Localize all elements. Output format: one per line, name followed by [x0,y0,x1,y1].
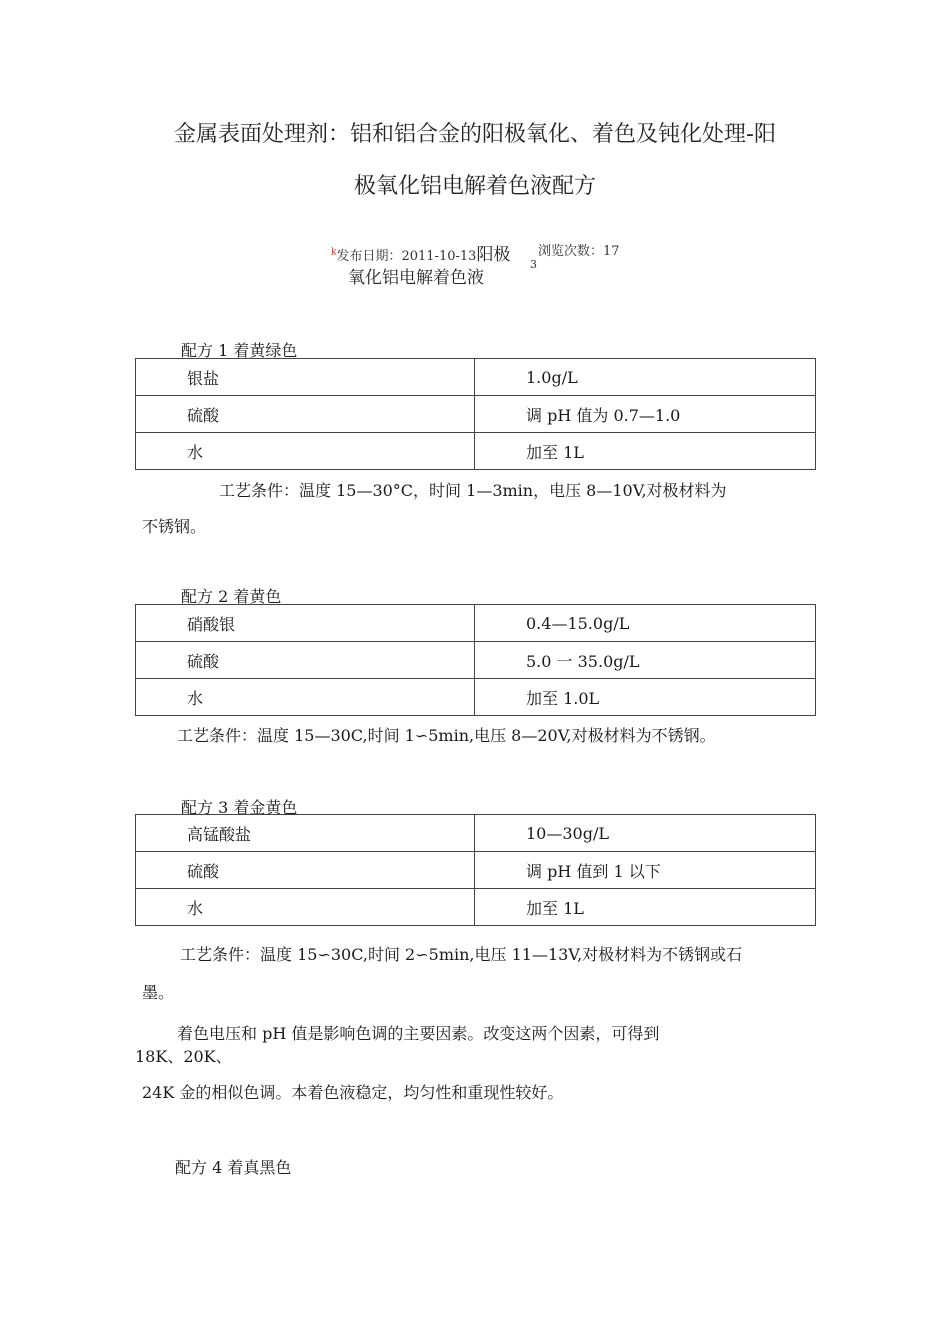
recipe-1-table [135,358,816,470]
table-row [136,889,816,926]
ingredient-amount: 5.0 一 35.0g/L [475,642,816,679]
recipe-3-table [135,814,816,926]
ingredient-amount: 加至 1L [475,433,816,470]
publish-date: 发布日期：2011-10-13 [336,249,477,264]
recipe-2-table [135,604,816,716]
table-row [136,433,816,470]
page-title-line-2: 极氧化铝电解着色液配方 [353,174,596,199]
recipe-4-heading: 配方 4 着真黑色 [175,1158,292,1177]
ingredient-name: 水 [136,679,475,716]
publish-info [331,240,510,265]
recipe-2-process-line-1: 工艺条件：温度 15—30C,时间 1∽5min,电压 8—20V,对极材料为不锈钢。 [177,726,716,745]
recipe-2-heading: 配方 2 着黄色 [181,587,282,606]
ingredient-amount: 加至 1.0L [475,679,816,716]
note-line-1: 着色电压和 pH 值是影响色调的主要因素。改变这两个因素，可得到 [177,1024,660,1043]
ingredient-amount: 加至 1L [475,889,816,926]
ingredient-amount: 调 pH 值为 0.7—1.0 [475,396,816,433]
table-row [136,396,816,433]
note-line-3: 24K 金的相似色调。本着色液稳定，均匀性和重现性较好。 [142,1083,564,1102]
view-count: 浏览次数：17 [538,244,620,259]
table-row [136,852,816,889]
recipe-1-process-line-2: 不锈钢。 [142,517,207,536]
category-link-part2[interactable]: 氧化铝电解着色液 [348,268,484,288]
table-row [136,679,816,716]
ingredient-name: 硫酸 [136,396,475,433]
table-row [136,642,816,679]
ingredient-name: 硫酸 [136,852,475,889]
ingredient-amount: 调 pH 值到 1 以下 [475,852,816,889]
ingredient-name: 银盐 [136,359,475,396]
note-line-2: 18K、20K、 [135,1047,232,1066]
table-row [136,605,816,642]
recipe-3-process-line-1: 工艺条件：温度 15∽30C,时间 2∽5min,电压 11—13V,对极材料为不锈钢或石 [180,945,743,964]
ingredient-name: 水 [136,889,475,926]
ingredient-amount: 10—30g/L [475,815,816,852]
ingredient-name: 硫酸 [136,642,475,679]
table-row [136,359,816,396]
page-title-line-1: 金属表面处理剂：铝和铝合金的阳极氧化、着色及钝化处理-阳 [174,122,776,147]
recipe-3-heading: 配方 3 着金黄色 [181,798,298,817]
mark-glyph: k [331,247,337,258]
ingredient-amount: 1.0g/L [475,359,816,396]
ingredient-name: 高锰酸盐 [136,815,475,852]
ingredient-name: 硝酸银 [136,605,475,642]
view-count-extra: 3 [530,258,537,271]
recipe-3-process-line-2: 墨。 [142,983,175,1002]
recipe-1-process-line-1: 工艺条件：温度 15—30°C，时间 1—3min，电压 8—10V,对极材料为 [219,481,727,500]
ingredient-name: 水 [136,433,475,470]
table-row [136,815,816,852]
ingredient-amount: 0.4—15.0g/L [475,605,816,642]
category-link-part1[interactable]: 阳极 [476,245,511,265]
recipe-1-heading: 配方 1 着黄绿色 [181,341,298,360]
